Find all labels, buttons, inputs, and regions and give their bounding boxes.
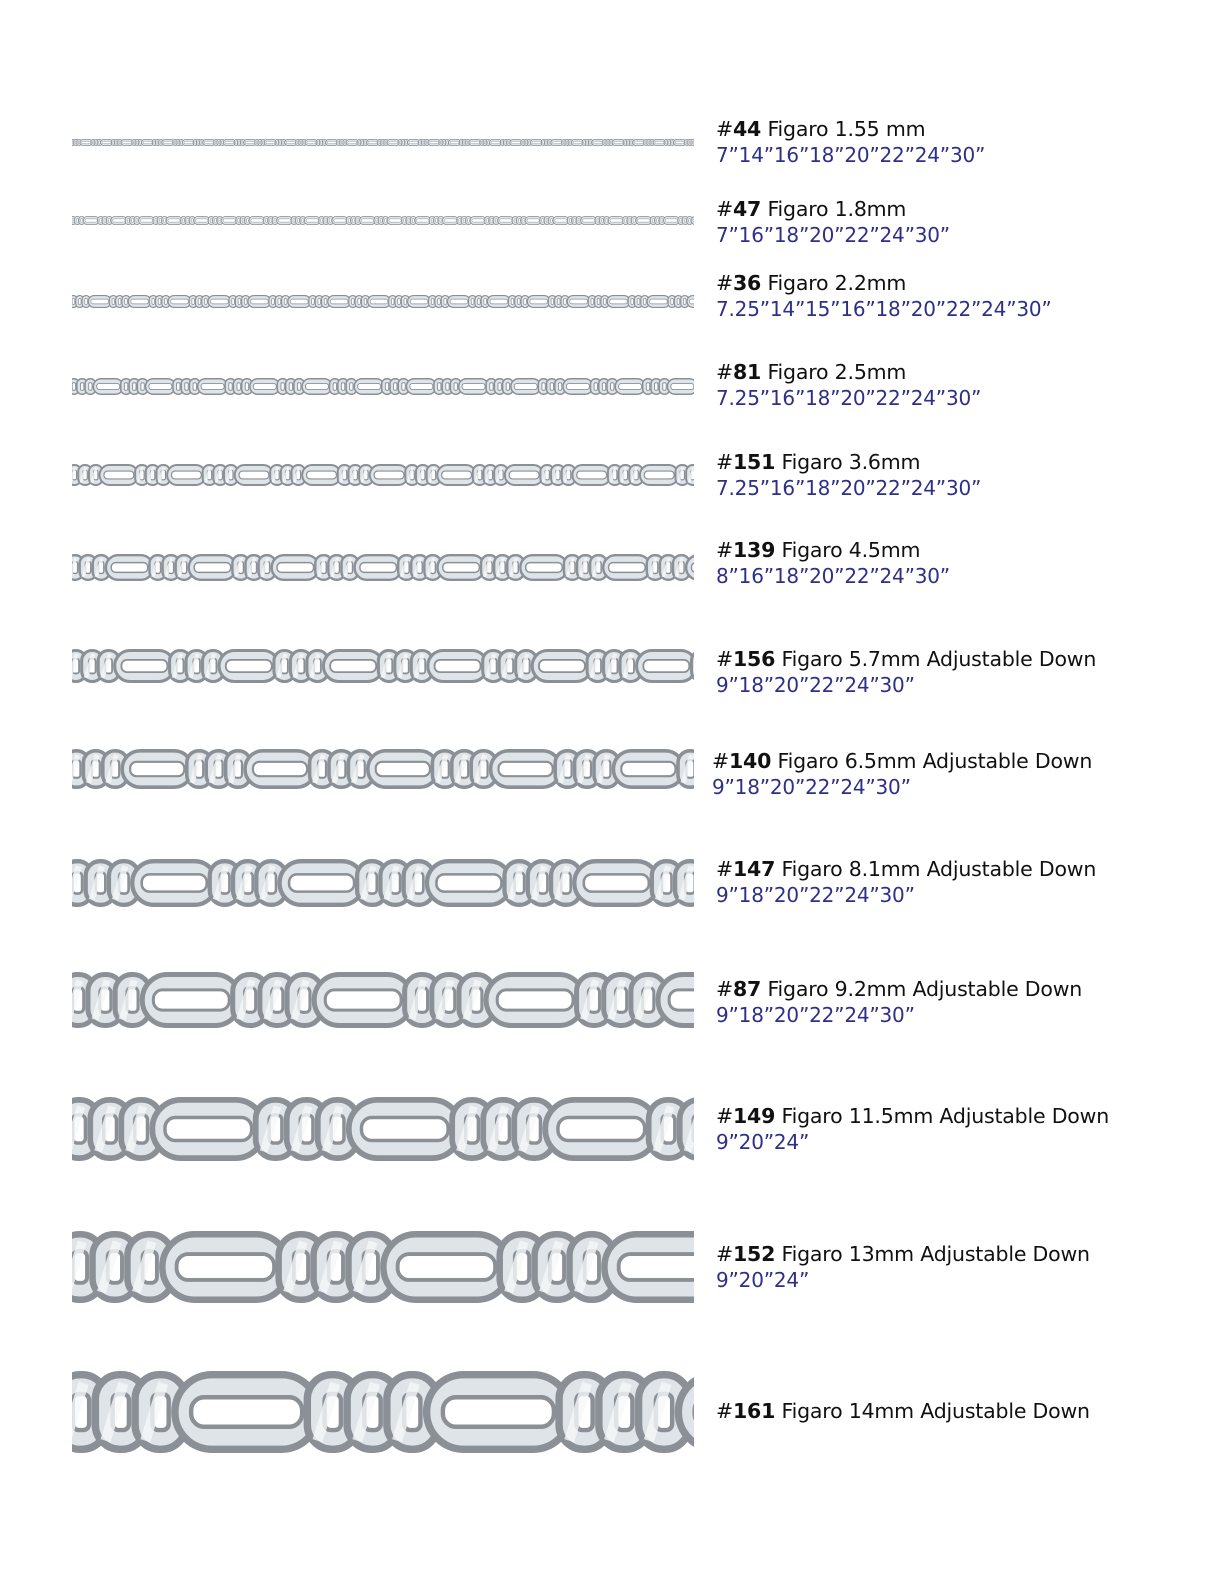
product-number: 140 <box>728 749 772 773</box>
figaro-chain-graphic <box>72 1231 694 1303</box>
product-number: 139 <box>732 538 776 562</box>
available-lengths: 7”16”18”20”22”24”30” <box>716 223 950 247</box>
product-number: 147 <box>732 857 776 881</box>
product-name: Figaro 11.5mm Adjustable Down <box>781 1104 1109 1128</box>
product-title <box>716 359 981 385</box>
product-title <box>712 748 1092 774</box>
product-name: Figaro 4.5mm <box>781 538 921 562</box>
product-number: 44 <box>732 117 762 141</box>
chain-image <box>72 378 694 395</box>
hash-symbol: # <box>716 1399 733 1423</box>
product-title <box>716 116 985 142</box>
product-title <box>716 196 950 222</box>
product-label <box>716 856 1096 908</box>
hash-symbol: # <box>716 271 733 295</box>
figaro-chain-graphic <box>72 554 694 581</box>
product-name: Figaro 13mm Adjustable Down <box>781 1242 1090 1266</box>
figaro-chain-graphic <box>72 749 694 789</box>
chain-image <box>72 749 694 789</box>
chain-image <box>72 649 694 683</box>
product-label <box>716 449 981 501</box>
product-number: 36 <box>732 271 762 295</box>
hash-symbol: # <box>716 1242 733 1266</box>
product-number: 149 <box>732 1104 776 1128</box>
product-name: Figaro 3.6mm <box>781 450 921 474</box>
available-lengths: 9”20”24” <box>716 1130 810 1154</box>
product-label <box>716 537 950 589</box>
available-lengths: 7”14”16”18”20”22”24”30” <box>716 143 986 167</box>
available-lengths: 9”18”20”22”24”30” <box>716 1003 915 1027</box>
available-lengths: 8”16”18”20”22”24”30” <box>716 564 950 588</box>
figaro-chain-graphic <box>72 972 694 1028</box>
hash-symbol: # <box>716 197 733 221</box>
product-name: Figaro 6.5mm Adjustable Down <box>777 749 1093 773</box>
figaro-chain-graphic <box>72 464 694 486</box>
product-label <box>716 359 981 411</box>
product-name: Figaro 8.1mm Adjustable Down <box>781 857 1097 881</box>
available-lengths: 7.25”14”15”16”18”20”22”24”30” <box>716 297 1052 321</box>
available-lengths: 9”18”20”22”24”30” <box>716 673 915 697</box>
product-label <box>712 748 1092 800</box>
available-lengths: 9”20”24” <box>716 1268 810 1292</box>
available-lengths: 7.25”16”18”20”22”24”30” <box>716 476 982 500</box>
product-label <box>716 196 950 248</box>
product-label <box>716 1398 1090 1424</box>
chain-image <box>72 972 694 1028</box>
hash-symbol: # <box>716 1104 733 1128</box>
figaro-chain-graphic <box>72 649 694 683</box>
available-lengths: 9”18”20”22”24”30” <box>712 775 911 799</box>
product-title <box>716 1103 1109 1129</box>
hash-symbol: # <box>712 749 729 773</box>
product-number: 156 <box>732 647 776 671</box>
product-title <box>716 856 1096 882</box>
product-title <box>716 1398 1090 1424</box>
figaro-chain-graphic <box>72 859 694 907</box>
product-label <box>716 1241 1090 1293</box>
product-title <box>716 537 950 563</box>
figaro-chain-graphic <box>72 295 694 308</box>
figaro-chain-graphic <box>72 1371 694 1453</box>
product-name: Figaro 1.8mm <box>767 197 907 221</box>
product-name: Figaro 1.55 mm <box>767 117 926 141</box>
product-name: Figaro 2.2mm <box>767 271 907 295</box>
chain-image <box>72 139 694 146</box>
product-label <box>716 270 1052 322</box>
product-number: 151 <box>732 450 776 474</box>
product-title <box>716 1241 1090 1267</box>
hash-symbol: # <box>716 117 733 141</box>
hash-symbol: # <box>716 857 733 881</box>
product-name: Figaro 9.2mm Adjustable Down <box>767 977 1083 1001</box>
product-number: 81 <box>732 360 762 384</box>
product-name: Figaro 2.5mm <box>767 360 907 384</box>
figaro-chain-graphic <box>72 1097 694 1161</box>
chain-image <box>72 216 694 225</box>
available-lengths: 9”18”20”22”24”30” <box>716 883 915 907</box>
hash-symbol: # <box>716 647 733 671</box>
hash-symbol: # <box>716 538 733 562</box>
available-lengths: 7.25”16”18”20”22”24”30” <box>716 386 982 410</box>
chain-image <box>72 1371 694 1453</box>
product-label <box>716 976 1082 1028</box>
chain-image <box>72 464 694 486</box>
product-number: 47 <box>732 197 762 221</box>
hash-symbol: # <box>716 450 733 474</box>
hash-symbol: # <box>716 977 733 1001</box>
chain-image <box>72 859 694 907</box>
product-name: Figaro 14mm Adjustable Down <box>781 1399 1090 1423</box>
chain-image <box>72 295 694 308</box>
product-name: Figaro 5.7mm Adjustable Down <box>781 647 1097 671</box>
chain-image <box>72 1231 694 1303</box>
chain-image <box>72 1097 694 1161</box>
product-number: 161 <box>732 1399 776 1423</box>
product-title <box>716 976 1082 1002</box>
product-title <box>716 646 1096 672</box>
figaro-chain-graphic <box>72 378 694 395</box>
chain-image <box>72 554 694 581</box>
product-label <box>716 1103 1109 1155</box>
hash-symbol: # <box>716 360 733 384</box>
product-title <box>716 270 1052 296</box>
figaro-chain-graphic <box>72 216 694 225</box>
product-number: 152 <box>732 1242 776 1266</box>
product-title <box>716 449 981 475</box>
product-label <box>716 646 1096 698</box>
figaro-chain-graphic <box>72 139 694 146</box>
product-label <box>716 116 985 168</box>
product-number: 87 <box>732 977 762 1001</box>
